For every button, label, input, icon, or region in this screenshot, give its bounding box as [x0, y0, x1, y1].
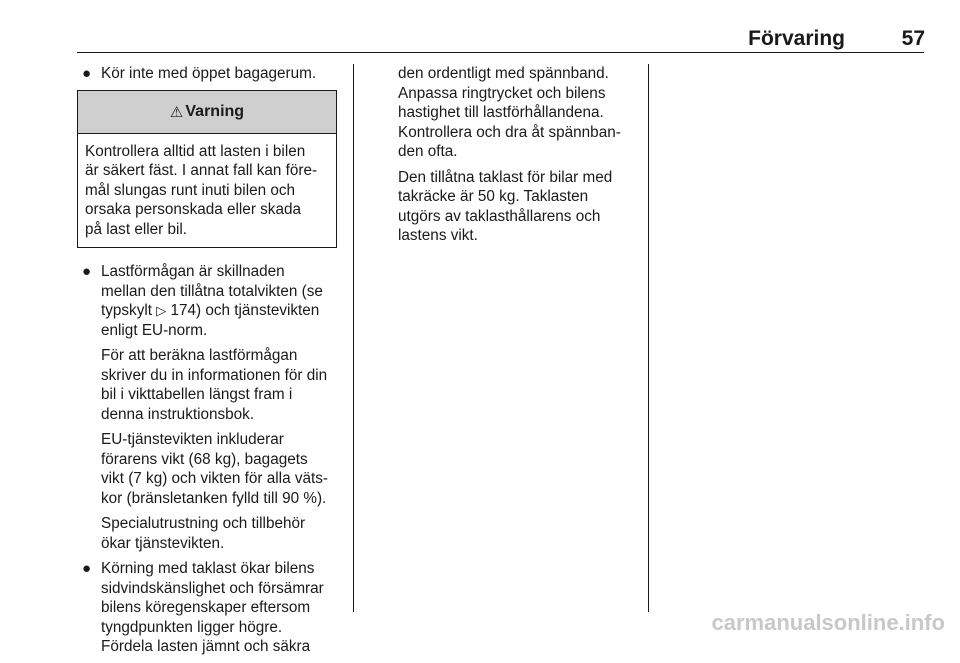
- warning-line: orsaka personskada eller skada: [85, 201, 301, 218]
- bullet-text: enligt EU-norm.: [101, 321, 208, 339]
- warning-line: mål slungas runt inuti bilen och: [85, 181, 296, 199]
- column-divider-2: [648, 64, 649, 612]
- watermark: carmanualsonline.info: [711, 610, 945, 635]
- warning-line: är säkert fäst. I annat fall kan före-: [85, 162, 318, 179]
- warning-line: Kontrollera alltid att lasten i bilen: [85, 142, 306, 160]
- section-title: Förvaring: [748, 27, 845, 50]
- bullet-load-capacity: [77, 262, 342, 340]
- paragraph-eu-weight: EU-tjänstevikten inkluderar förarens vikt (68 kg), bagagets vikt (7 kg) och vikten för alla väts- kor (bränsletanken fylld till 90 %).: [101, 431, 328, 507]
- page-number: 57: [901, 27, 925, 50]
- bullet-text: typskylt ▷ 174) och tjänstevikten: [101, 302, 320, 319]
- column-1: [77, 64, 342, 663]
- bullet-text: Lastförmågan är skillnaden: [101, 263, 285, 280]
- warning-title: Varning: [185, 102, 245, 120]
- paragraph-accessories: Specialutrustning och tillbehör ökar tjänstevikten.: [101, 515, 306, 552]
- paragraph-roof-limit: Den tillåtna taklast för bilar med takräcke är 50 kg. Taklasten utgörs av taklasthållarens och lastens vikt.: [398, 168, 613, 244]
- page-reference-arrow-icon[interactable]: ▷: [156, 303, 167, 318]
- paragraph-secure-load: den ordentligt med spännband. Anpassa ringtrycket och bilens hastighet till lastförhållandena. Kontrollera och dra åt spännban- den ofta.: [398, 65, 621, 160]
- warning-triangle-icon: ⚠: [169, 103, 184, 121]
- header-divider: [77, 52, 924, 53]
- paragraph-calc: För att beräkna lastförmågan skriver du in informationen för din bil i vikttabellen längst fram i denna instruktionsbok.: [101, 347, 328, 423]
- warning-box: [77, 90, 337, 249]
- warning-header: [78, 91, 336, 134]
- bullet-text: Kör inte med öppet bagagerum.: [101, 65, 317, 82]
- warning-body: [78, 134, 336, 248]
- bullet-roof-load: ● Körning med taklast ökar bilens sidvindskänslighet och försämrar bilens köregenskaper eftersom tyngdpunkten ligger högre. Fördela lasten jämnt och säkra: [82, 560, 324, 655]
- bullet-dot: ●: [82, 560, 92, 577]
- bullet-open-trunk: [77, 64, 342, 84]
- column-2: [398, 64, 640, 252]
- warning-line: på last eller bil.: [85, 220, 188, 238]
- bullet-dot: ●: [82, 65, 92, 82]
- bullet-dot: ●: [82, 263, 92, 280]
- bullet-text: mellan den tillåtna totalvikten (se: [101, 282, 323, 300]
- column-divider-1: [353, 64, 354, 612]
